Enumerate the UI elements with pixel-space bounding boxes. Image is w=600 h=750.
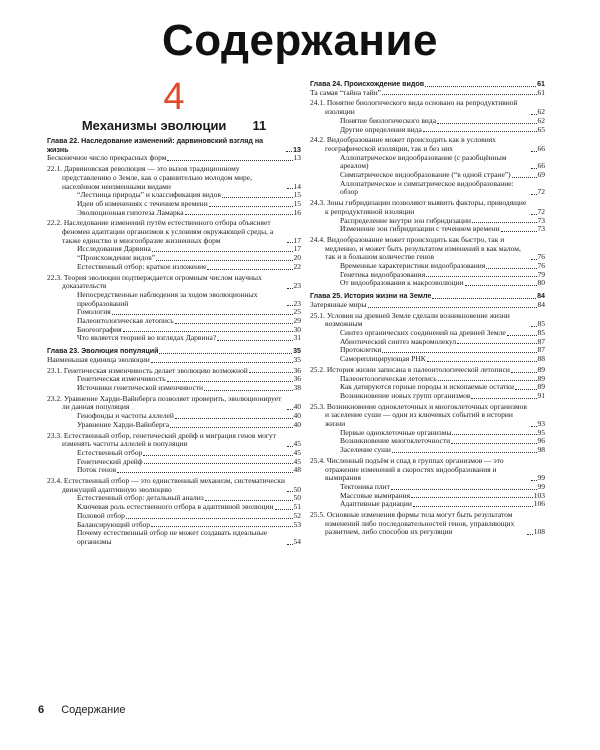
toc-entry-page: 17: [293, 244, 301, 254]
toc-entry-page: 85: [537, 319, 545, 329]
toc-entry-title: Гомология: [77, 307, 111, 317]
dot-leader: [391, 489, 537, 490]
toc-entry-top: [310, 89, 545, 98]
toc-entry-sub: [310, 392, 545, 401]
toc-entry-page: 29: [293, 316, 301, 326]
toc-entry-sub: [47, 263, 301, 272]
toc-entry-page: 89: [537, 382, 545, 392]
toc-entry-chapter: [47, 137, 301, 154]
dot-leader: [117, 472, 292, 473]
toc-entry-page: 89: [537, 373, 545, 383]
toc-entry-title: Затерянные миры: [310, 299, 367, 309]
toc-entry-page: 16: [293, 207, 301, 217]
toc-entry-page: 40: [293, 402, 301, 412]
toc-entry-page: 54: [293, 536, 301, 546]
part-page: 11: [252, 118, 267, 133]
toc-entry-section: [310, 236, 545, 262]
toc-entry-page: 85: [537, 327, 545, 337]
dot-leader: [426, 276, 536, 277]
dot-leader: [287, 446, 293, 447]
dot-leader: [205, 500, 293, 501]
dot-leader: [151, 362, 293, 363]
toc-entry-title: Аллопатрическое и симпатрическое видообразование: обзор: [340, 178, 514, 197]
toc-entry-page: 15: [293, 190, 301, 200]
toc-entry-page: 106: [533, 499, 545, 509]
toc-entry-title: Заселение суши: [340, 445, 391, 455]
dot-leader: [209, 206, 293, 207]
dot-leader: [222, 197, 293, 198]
dot-leader: [438, 380, 537, 381]
dot-leader: [112, 314, 293, 315]
toc-entry-title: Ключевая роль естественного отбора в адаптивной эволюции: [77, 502, 274, 512]
toc-entry-title: Непосредственные наблюдения за ходом эволюционных преобразований: [77, 289, 258, 308]
part-header: [47, 78, 301, 133]
toc-entry-title: Изменение зон гибридизации с течением времени: [340, 224, 500, 234]
toc-entry-title: 23.4. Естественный отбор — это единственный механизм, систематически движущий адаптивную эволюцию: [47, 476, 285, 494]
toc-entry-page: 51: [293, 502, 301, 512]
toc-entry-title: 24.1. Понятие биологического вида основано на репродуктивной изоляции: [310, 98, 518, 117]
toc-entry-page: 38: [293, 382, 301, 392]
toc-entry-title: 24.4. Видообразование может происходить как быстро, так и медленно, и может быть результатом изменений в как малом, так и в большом количестве генов: [310, 234, 521, 262]
dot-leader: [531, 194, 537, 195]
dot-leader: [457, 343, 536, 344]
dot-leader: [204, 390, 292, 391]
toc-entry-page: 53: [293, 519, 301, 529]
toc-entry-title: 22.2. Наследование изменений путём естественного отбора объясняет феномен адаптации организмов к условиям окружающей среды, а также единство и многообразие жизненных форм: [47, 218, 274, 245]
toc-entry-title: Биогеография: [77, 324, 122, 334]
toc-entry-title: Как датируются горные породы и ископаемые остатки: [340, 382, 514, 392]
dot-leader: [287, 409, 293, 410]
toc-entry-page: 66: [537, 161, 545, 171]
toc-entry-page: 36: [293, 374, 301, 384]
dot-leader: [531, 259, 537, 260]
dot-leader: [287, 242, 293, 243]
toc-entry-page: 66: [537, 143, 545, 153]
toc-entry-page: 93: [537, 419, 545, 429]
toc-entry-title: “Лестница природы” и классификация видов: [77, 190, 221, 200]
toc-entry-sub: [47, 466, 301, 475]
dot-leader: [531, 480, 537, 481]
toc-entry-page: 95: [537, 427, 545, 437]
dot-leader: [531, 151, 537, 152]
dot-leader: [471, 398, 536, 399]
toc-entry-title: Синтез органических соединений на древней Земле: [340, 327, 506, 337]
dot-leader: [249, 372, 293, 373]
dot-leader: [531, 426, 537, 427]
dot-leader: [167, 381, 293, 382]
toc-entry-page: 76: [537, 252, 545, 262]
toc-entry-sub: [47, 529, 301, 546]
toc-entry-title: Естественный отбор: [77, 447, 143, 457]
toc-entry-sub: [310, 279, 545, 288]
dot-leader: [175, 323, 293, 324]
toc-entry-section: [310, 99, 545, 116]
toc-entry-title: Другие определения вида: [340, 124, 422, 134]
toc-entry-page: 98: [537, 445, 545, 455]
toc-entry-title: Глава 22. Наследование изменений: дарвиновский взгляд на жизнь: [47, 137, 264, 154]
toc-entry-title: Адаптивные радиации: [340, 499, 412, 509]
dot-leader: [465, 285, 537, 286]
toc-entry-sub: [310, 180, 545, 197]
toc-right-list: [310, 80, 545, 537]
toc-entry-page: 15: [293, 198, 301, 208]
toc-entry-title: Источники генетической изменчивости: [77, 382, 204, 392]
toc-entry-top: [310, 301, 545, 310]
dot-leader: [123, 331, 293, 332]
toc-entry-page: 84: [537, 299, 545, 309]
toc-entry-page: 48: [293, 465, 301, 475]
toc-entry-title: Возникновение новых групп организмов: [340, 390, 471, 400]
toc-entry-section: [310, 312, 545, 329]
part-title: Механизмы эволюции: [81, 118, 227, 133]
dot-leader: [287, 305, 293, 306]
toc-entry-sub: [47, 334, 301, 343]
dot-leader: [175, 418, 293, 419]
dot-leader: [451, 443, 536, 444]
dot-leader: [382, 352, 536, 353]
dot-leader: [531, 168, 537, 169]
toc-entry-sub: [310, 225, 545, 234]
toc-entry-sub: [310, 126, 545, 135]
dot-leader: [170, 427, 292, 428]
toc-entry-page: 84: [537, 292, 545, 301]
toc-entry-section: [310, 511, 545, 537]
toc-entry-title: Генофонды и частоты аллелей: [77, 411, 174, 421]
dot-leader: [143, 455, 292, 456]
dot-leader: [512, 177, 537, 178]
toc-entry-section: [47, 165, 301, 191]
dot-leader: [423, 131, 537, 132]
toc-entry-title: Бесконечное число прекрасных форм: [47, 153, 167, 163]
dot-leader: [486, 268, 536, 269]
dot-leader: [156, 260, 292, 261]
toc-entry-page: 87: [537, 345, 545, 355]
toc-entry-sub: [47, 421, 301, 430]
toc-entry-page: 62: [537, 115, 545, 125]
dot-leader: [531, 214, 537, 215]
toc-entry-section: [47, 395, 301, 412]
toc-entry-page: 72: [537, 187, 545, 197]
toc-entry-page: 23: [293, 298, 301, 308]
toc-entry-section: [310, 457, 545, 483]
toc-entry-section: [310, 403, 545, 429]
dot-leader: [286, 151, 292, 152]
toc-entry-top: [47, 356, 301, 365]
toc-entry-page: 65: [537, 124, 545, 134]
toc-entry-page: 22: [293, 261, 301, 271]
toc-entry-page: 45: [293, 447, 301, 457]
toc-entry-page: 30: [293, 324, 301, 334]
toc-entry-sub: [310, 355, 545, 364]
toc-entry-page: 35: [293, 354, 301, 364]
toc-entry-page: 73: [537, 224, 545, 234]
part-number: 4: [163, 76, 185, 118]
toc-entry-page: 99: [537, 473, 545, 483]
dot-leader: [287, 544, 293, 545]
toc-entry-title: Палеонтологическая летопись: [340, 373, 437, 383]
toc-entry-top: [47, 154, 301, 163]
toc-entry-page: 40: [293, 411, 301, 421]
toc-entry-sub: [47, 384, 301, 393]
dot-leader: [413, 506, 533, 507]
toc-entry-title: Естественный отбор: детальный анализ: [77, 493, 204, 503]
toc-entry-title: Наименьшая единица эволюции: [47, 354, 150, 364]
toc-entry-title: Генетический дрейф: [77, 456, 143, 466]
toc-entry-page: 99: [537, 481, 545, 491]
toc-left-column: [47, 78, 301, 547]
dot-leader: [287, 288, 293, 289]
toc-entry-title: 23.3. Естественный отбор, генетический дрейф и миграция генов могут изменять частоты аллелей в популяции: [47, 430, 276, 449]
toc-entry-page: 45: [293, 456, 301, 466]
toc-entry-title: Уравнение Харди-Вайнберга: [77, 419, 170, 429]
dot-leader: [144, 463, 293, 464]
toc-entry-title: 25.1. Условия на древней Земле сделали возникновение жизни возможным: [310, 310, 510, 329]
toc-entry-page: 23: [293, 281, 301, 291]
toc-entry-page: 62: [537, 107, 545, 117]
toc-entry-page: 96: [537, 436, 545, 446]
toc-entry-page: 76: [537, 261, 545, 271]
toc-entry-title: Балансирующий отбор: [77, 519, 151, 529]
dot-leader: [217, 340, 292, 341]
toc-entry-title: Симпатрическое видообразование (“в одной стране”): [340, 170, 511, 180]
toc-entry-title: “Происхождение видов”: [77, 253, 156, 263]
toc-entry-title: Самореплицирующая РНК: [340, 354, 426, 364]
toc-entry-section: [47, 477, 301, 494]
toc-entry-title: Распределение внутри зон гибридизации: [340, 215, 471, 225]
toc-entry-title: Генетика видообразования: [340, 269, 426, 279]
toc-entry-page: 35: [293, 347, 301, 356]
toc-entry-title: 23.2. Уравнение Харди-Вайнберга позволяет проверить, эволюционирует ли данная популяция: [47, 393, 282, 412]
toc-entry-page: 50: [293, 484, 301, 494]
dot-leader: [432, 298, 536, 299]
toc-entry-page: 69: [537, 170, 545, 180]
dot-leader: [437, 123, 536, 124]
toc-entry-section: [47, 219, 301, 245]
footer-page-number: 6: [38, 704, 45, 716]
toc-entry-page: 89: [537, 364, 545, 374]
dot-leader: [287, 188, 293, 189]
dot-leader: [126, 518, 293, 519]
toc-entry-sub: [47, 291, 301, 308]
toc-entry-title: 25.2. История жизни записана в палеонтологической летописи: [310, 364, 510, 374]
toc-entry-sub: [47, 209, 301, 218]
toc-entry-title: Возникновение многоклеточности: [340, 436, 451, 446]
page-title: Содержание: [161, 16, 439, 65]
toc-entry-page: 73: [537, 215, 545, 225]
dot-leader: [452, 434, 536, 435]
toc-entry-title: Глава 25. История жизни на Земле: [310, 292, 432, 301]
toc-entry-page: 79: [537, 269, 545, 279]
toc-entry-title: Та самая “тайна тайн”: [310, 87, 382, 97]
toc-entry-page: 91: [537, 390, 545, 400]
toc-entry-page: 61: [537, 87, 545, 97]
toc-entry-sub: [310, 154, 545, 171]
toc-entry-title: Понятие биологического вида: [340, 115, 437, 125]
toc-entry-page: 61: [537, 80, 545, 88]
toc-entry-title: Эволюционная гипотеза Ламарка: [77, 207, 184, 217]
toc-entry-page: 31: [293, 333, 301, 343]
toc-entry-title: 25.3. Возникновение одноклеточных и многоклеточных организмов и заселение суши — одни из ключевых событий в истории жизни: [310, 401, 527, 429]
toc-entry-page: 20: [293, 253, 301, 263]
toc-entry-title: 24.2. Видообразование может происходить как в условиях географической изоляции, так и без них: [310, 135, 496, 153]
toc-entry-page: 17: [293, 235, 301, 245]
toc-entry-page: 50: [293, 493, 301, 503]
toc-entry-section: [47, 432, 301, 449]
dot-leader: [185, 214, 293, 215]
dot-leader: [511, 372, 537, 373]
toc-entry-page: 36: [293, 365, 301, 375]
toc-entry-title: От видообразования к макроэволюции: [340, 278, 464, 288]
toc-entry-title: 22.1. Дарвиновская революция — это вызов традиционному представлению о Земле, как о сравнительно молодом мире, населённом неизменными видами: [47, 164, 252, 191]
toc-entry-title: Поток генов: [77, 465, 117, 475]
dot-leader: [507, 335, 537, 336]
toc-entry-page: 45: [293, 439, 301, 449]
dot-leader: [427, 361, 537, 362]
toc-entry-title: Исследования Дарвина: [77, 244, 151, 254]
dot-leader: [392, 452, 537, 453]
dot-leader: [515, 389, 537, 390]
page-footer: [38, 704, 125, 716]
toc-entry-sub: [310, 500, 545, 509]
dot-leader: [151, 526, 292, 527]
dot-leader: [531, 326, 537, 327]
toc-entry-title: Естественный отбор: краткое изложение: [77, 261, 207, 271]
toc-entry-title: Аллопатрическое видообразование (с разобщённым ареалом): [340, 152, 507, 171]
toc-entry-title: Протоклетки: [340, 345, 382, 355]
dot-leader: [152, 251, 293, 252]
part-title-line: [47, 118, 301, 133]
toc-entry-title: Идеи об изменениях с течением времени: [77, 198, 208, 208]
toc-entry-page: 87: [537, 336, 545, 346]
dot-leader: [472, 222, 537, 223]
footer-label: Содержание: [61, 704, 126, 716]
toc-entry-title: Тектоника плит: [340, 481, 390, 491]
toc-entry-sub: [310, 446, 545, 455]
toc-entry-title: 25.5. Основные изменения формы тела могут быть результатом изменений либо последовательностей генов, управляющих развитием, либо способов их регуляции: [310, 510, 515, 537]
toc-entry-page: 80: [537, 278, 545, 288]
dot-leader: [207, 269, 292, 270]
toc-entry-section: [310, 136, 545, 153]
toc-entry-page: 25: [293, 307, 301, 317]
toc-entry-page: 13: [293, 153, 301, 163]
toc-entry-section: [47, 274, 301, 291]
toc-entry-section: [310, 199, 545, 216]
toc-entry-title: Глава 23. Эволюция популяций: [47, 347, 159, 356]
toc-entry-title: Половой отбор: [77, 510, 125, 520]
toc-entry-title: Что является теорией во взглядах Дарвина?: [77, 333, 217, 343]
toc-entry-page: 13: [293, 145, 301, 154]
dot-leader: [527, 534, 533, 535]
toc-entry-page: 103: [533, 490, 545, 500]
toc-entry-title: 22.3. Теория эволюции подтверждается огромным числом научных доказательств: [47, 272, 262, 291]
dot-leader: [425, 86, 536, 87]
dot-leader: [368, 307, 537, 308]
toc-entry-title: Глава 24. Происхождение видов: [310, 80, 425, 88]
dot-leader: [167, 160, 292, 161]
toc-entry-title: Массовые вымирания: [340, 490, 411, 500]
toc-entry-title: 24.3. Зоны гибридизации позволяют выявить факторы, приводящие к репродуктивной изоляции: [310, 198, 527, 216]
toc-entry-title: Первые одноклеточные организмы: [340, 427, 452, 437]
toc-entry-title: Абиотический синтез макромолекул: [340, 336, 457, 346]
dot-leader: [501, 231, 537, 232]
dot-leader: [382, 94, 536, 95]
toc-right-column: [310, 78, 545, 537]
toc-entry-title: Генетическая изменчивость: [77, 374, 166, 384]
toc-entry-page: 14: [293, 181, 301, 191]
toc-entry-title: Палеонтологическая летопись: [77, 316, 174, 326]
toc-entry-title: Почему естественный отбор не может создавать идеальные организмы: [77, 528, 268, 546]
toc-entry-page: 52: [293, 510, 301, 520]
toc-entry-title: 25.4. Численный подъём и спад в группах организмов — это отражение изменений в скоростях видообразования и вымирания: [310, 455, 504, 483]
toc-entry-title: 23.1. Генетическая изменчивость делает эволюцию возможной: [47, 365, 248, 375]
toc-entry-page: 72: [537, 206, 545, 216]
toc-entry-page: 108: [533, 527, 545, 537]
toc-left-list: [47, 137, 301, 547]
dot-leader: [531, 114, 537, 115]
dot-leader: [411, 497, 533, 498]
toc-entry-page: 40: [293, 419, 301, 429]
toc-entry-title: Временные характеристики видообразования: [340, 261, 486, 271]
dot-leader: [287, 491, 293, 492]
dot-leader: [159, 353, 292, 354]
dot-leader: [275, 509, 293, 510]
toc-entry-page: 88: [537, 354, 545, 364]
